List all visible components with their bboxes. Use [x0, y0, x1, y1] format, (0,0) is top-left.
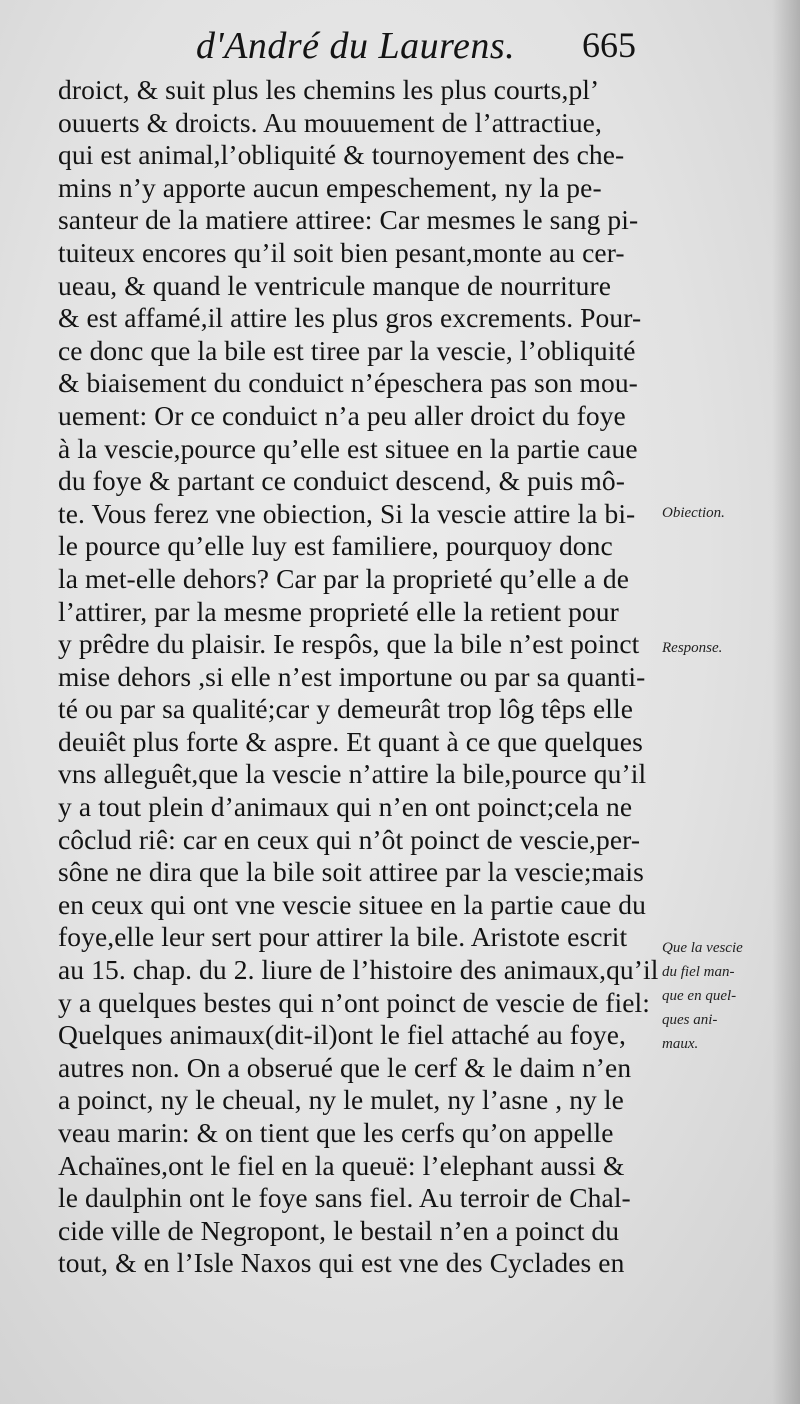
- text-line: y a quelques bestes qui n’ont poinct de vescie de fiel:: [58, 986, 650, 1018]
- text-line: tout, & en l’Isle Naxos qui est vne des Cyclades en: [58, 1247, 625, 1279]
- text-line: droict, & suit plus les chemins les plus courts,pl’: [58, 74, 600, 105]
- text-line: du foye & partant ce conduict descend, & puis mô-: [58, 465, 625, 497]
- text-line: côclud riê: car en ceux qui n’ôt poinct de vescie,per-: [58, 823, 641, 855]
- text-line: tuiteux encores qu’il soit bien pesant,monte au cer-: [58, 236, 625, 268]
- running-head: d'André du Laurens.: [196, 25, 516, 67]
- text-line: la met-elle dehors? Car par la proprieté qu’elle a de: [58, 562, 630, 594]
- text-line: ueau, & quand le ventricule manque de nourriture: [58, 269, 612, 301]
- text-line: cide ville de Negropont, le bestail n’en a poinct du: [58, 1214, 620, 1246]
- margin-note-line: maux.: [662, 1036, 699, 1052]
- text-line: ouuerts & droicts. Au mouuement de l’attractiue,: [58, 106, 602, 138]
- text-line: l’attirer, par la mesme proprieté elle la retient pour: [58, 595, 619, 627]
- text-line: à la vescie,pource qu’elle est situee en la partie caue: [58, 432, 638, 464]
- text-line: veau marin: & on tient que les cerfs qu’on appelle: [58, 1117, 614, 1148]
- text-line: mise dehors ,si elle n’est importune ou par sa quanti-: [58, 660, 646, 692]
- text-line: mins n’y apporte aucun empeschement, ny la pe-: [58, 171, 602, 203]
- text-line: au 15. chap. du 2. liure de l’histoire des animaux,qu’il: [58, 954, 659, 986]
- margin-note-line: ques ani-: [662, 1012, 718, 1028]
- text-line: autres non. On a obserué que le cerf & le daim n’en: [58, 1051, 632, 1083]
- text-line: Quelques animaux(dit-il)ont le fiel attaché au foye,: [58, 1019, 626, 1051]
- text-line: & est affamé,il attire les plus gros excrements. Pour-: [58, 302, 642, 334]
- text-line: qui est animal,l’obliquité & tournoyement des che-: [58, 139, 625, 171]
- margin-note-line: que en quel-: [662, 988, 737, 1004]
- text-line: y a tout plein d’animaux qui n’en ont poinct;cela ne: [58, 791, 633, 823]
- text-line: le daulphin ont le foye sans fiel. Au terroir de Chal-: [58, 1182, 631, 1214]
- text-line: uement: Or ce conduict n’a peu aller droict du foye: [58, 399, 626, 431]
- page-header: [196, 20, 636, 68]
- margin-note-response: Response.: [662, 640, 723, 656]
- text-line: té ou par sa qualité;car y demeurât trop lôg têps elle: [58, 693, 634, 725]
- text-line: ce donc que la bile est tiree par la vescie, l’obliquité: [58, 334, 636, 366]
- margin-note-gallbladder: [662, 936, 743, 1056]
- text-line: y prêdre du plaisir. Ie respôs, que la bile n’est poinct: [58, 628, 640, 660]
- text-line: te. Vous ferez vne obiection, Si la vescie attire la bi-: [58, 497, 636, 529]
- page-edge-shadow: [772, 0, 800, 1404]
- margin-note-line: du fiel man-: [662, 964, 735, 980]
- text-line: en ceux qui ont vne vescie situee en la partie caue du: [58, 888, 647, 920]
- margin-note-objection: Obiection.: [662, 505, 725, 521]
- text-line: sône ne dira que la bile soit attiree par la vescie;mais: [58, 856, 644, 888]
- text-line: santeur de la matiere attiree: Car mesmes le sang pi-: [58, 204, 639, 236]
- margin-note-line: Que la vescie: [662, 940, 743, 956]
- body-text: [58, 74, 666, 1280]
- text-line: a poinct, ny le cheual, ny le mulet, ny l’asne , ny le: [58, 1084, 624, 1116]
- text-line: le pource qu’elle luy est familiere, pourquoy donc: [58, 530, 613, 562]
- text-line: foye,elle leur sert pour attirer la bile. Aristote escrit: [58, 921, 628, 953]
- text-line: vns alleguêt,que la vescie n’attire la bile,pource qu’il: [58, 758, 647, 790]
- text-line: deuiêt plus forte & aspre. Et quant à ce que quelques: [58, 725, 643, 757]
- text-line: Achaïnes,ont le fiel en la queuë: l’elephant aussi &: [58, 1149, 625, 1181]
- text-line: & biaisement du conduict n’épeschera pas son mou-: [58, 367, 638, 399]
- page-number: 665: [582, 25, 636, 65]
